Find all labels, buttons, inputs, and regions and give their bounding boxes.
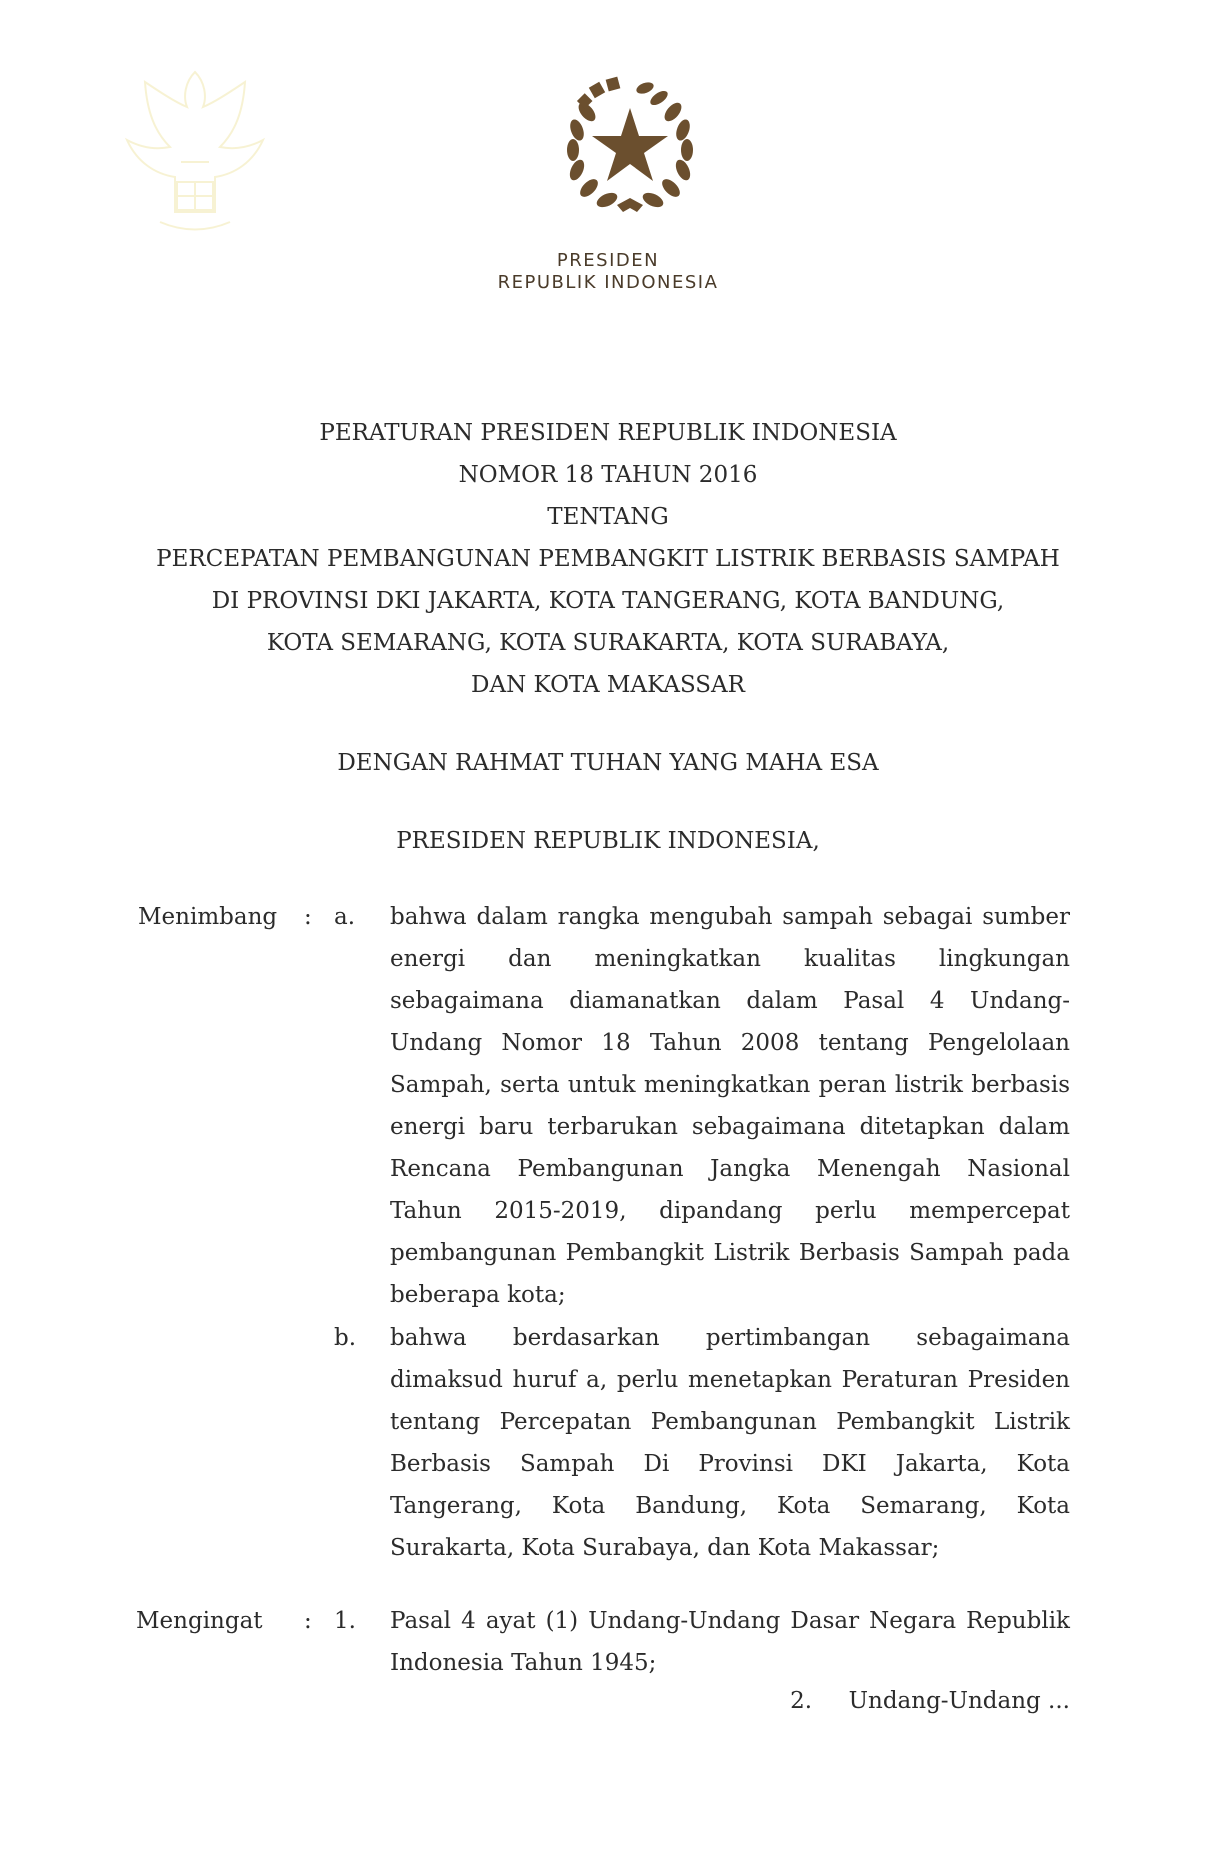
title-subject-line3: KOTA SEMARANG, KOTA SURAKARTA, KOTA SURABAYA, — [266, 630, 950, 656]
mengingat-marker-1: 1. — [334, 1608, 356, 1634]
title-subject-line4: DAN KOTA MAKASSAR — [471, 672, 745, 698]
title-regulation-number: NOMOR 18 TAHUN 2016 — [458, 462, 758, 488]
mengingat-item-1: Pasal 4 ayat (1) Undang-Undang Dasar Negara Republik Indonesia Tahun 1945; — [390, 1608, 1070, 1676]
mengingat-colon: : — [304, 1608, 312, 1634]
menimbang-item-b: bahwa berdasarkan pertimbangan sebagaimana dimaksud huruf a, perlu menetapkan Peraturan Presiden tentang Percepatan Pembangunan Pembangkit Listrik Berbasis Sampah Di Provinsi DKI Jakarta, Kota Tangerang, Kota Bandung, Kota Semarang, Kota Surakarta, Kota Surabaya, dan Kota Makassar; — [390, 1325, 1070, 1561]
continuation-marker: 2. — [790, 1688, 813, 1714]
institution-name-line2: REPUBLIK INDONESIA — [497, 272, 719, 293]
title-tentang: TENTANG — [547, 504, 669, 530]
garuda-watermark-icon — [115, 62, 275, 242]
title-regulation-type: PERATURAN PRESIDEN REPUBLIK INDONESIA — [319, 420, 897, 446]
title-subject-line1: PERCEPATAN PEMBANGUNAN PEMBANGKIT LISTRIK BERBASIS SAMPAH — [156, 546, 1060, 572]
issuer: PRESIDEN REPUBLIK INDONESIA, — [396, 828, 820, 854]
menimbang-colon: : — [304, 904, 312, 930]
menimbang-item-a: bahwa dalam rangka mengubah sampah sebagai sumber energi dan meningkatkan kualitas lingkungan sebagaimana diamanatkan dalam Pasal 4 Undang-Undang Nomor 18 Tahun 2008 tentang Pengelolaan Sampah, serta untuk meningkatkan peran listrik berbasis energi baru terbarukan sebagaimana ditetapkan dalam Rencana Pembangunan Jangka Menengah Nasional Tahun 2015-2019, dipandang perlu mempercepat pembangunan Pembangkit Listrik Berbasis Sampah pada beberapa kota; — [390, 904, 1070, 1308]
institution-name-line1: PRESIDEN — [556, 250, 660, 271]
title-subject-line2: DI PROVINSI DKI JAKARTA, KOTA TANGERANG, KOTA BANDUNG, — [211, 588, 1005, 614]
mengingat-label: Mengingat — [136, 1608, 263, 1634]
presidential-seal-icon — [555, 70, 705, 220]
menimbang-label: Menimbang — [138, 904, 278, 930]
menimbang-marker-b: b. — [334, 1325, 357, 1351]
continuation-text: Undang-Undang ... — [848, 1688, 1070, 1714]
page-continuation — [790, 1688, 1070, 1714]
invocation: DENGAN RAHMAT TUHAN YANG MAHA ESA — [337, 750, 879, 776]
menimbang-marker-a: a. — [334, 904, 356, 930]
